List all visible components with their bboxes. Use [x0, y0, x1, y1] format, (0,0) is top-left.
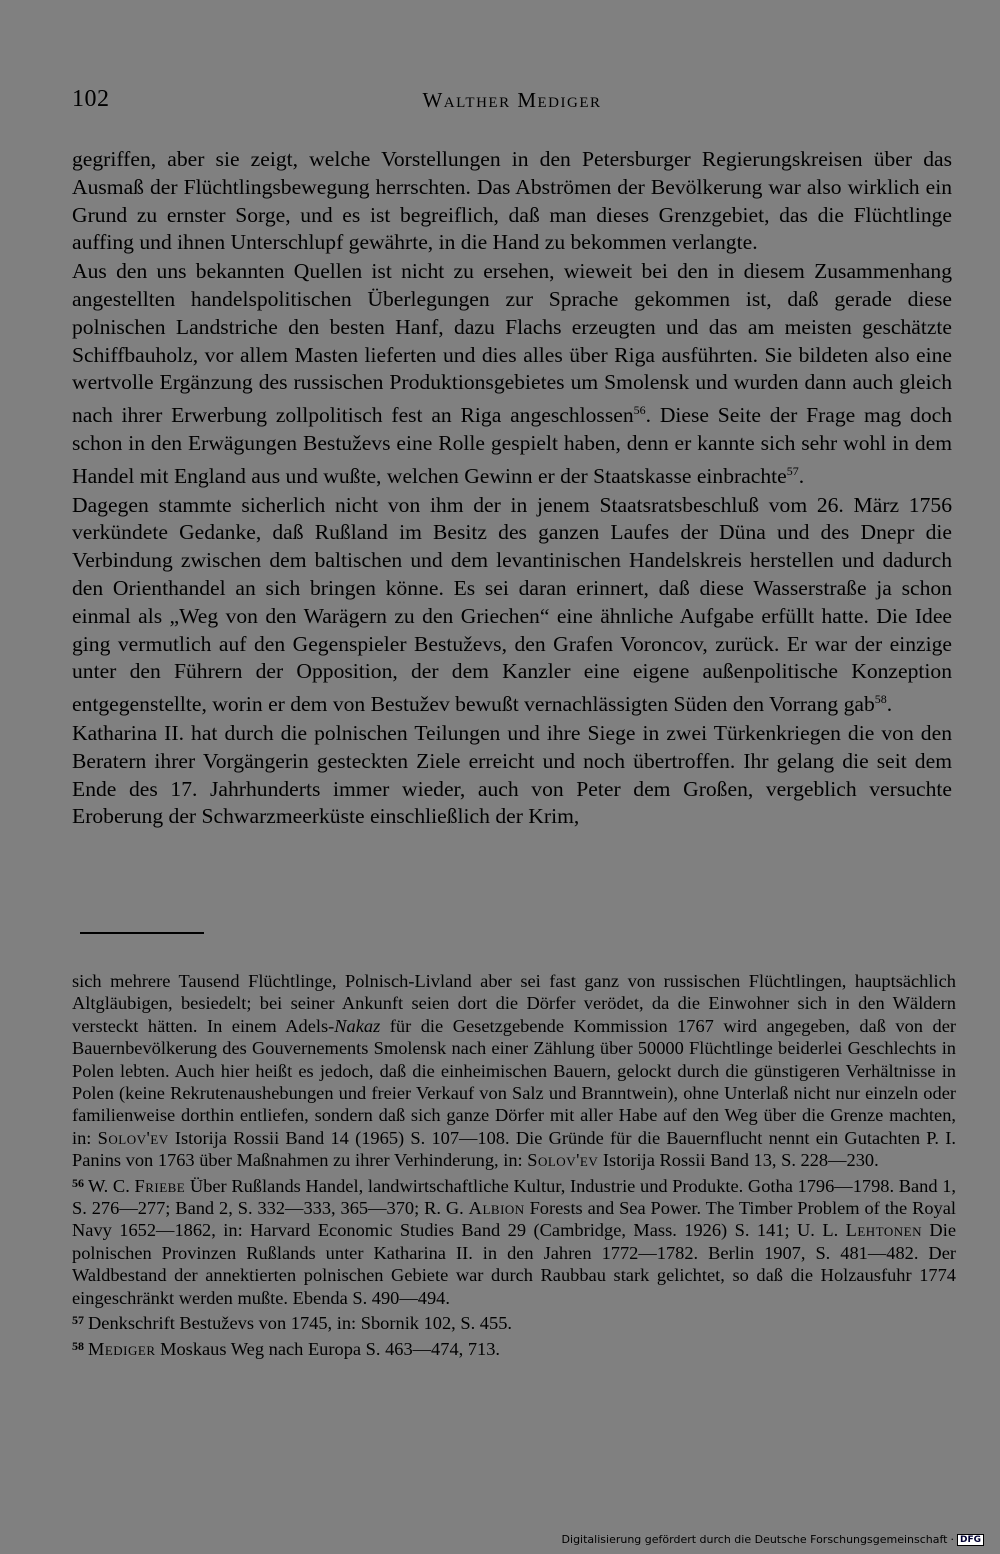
footnote-text: W. C.	[88, 1175, 135, 1196]
paragraph-text: Dagegen stammte sicherlich nicht von ihm der in jenem Staatsratsbeschluß vom 26. März 1756 verkündete Gedanke, daß Rußland im Besitz des ganzen Laufes der Düna und des Dnepr die Verbindung zwischen dem baltischen und dem levantinischen Handelskreis herstellen und dadurch den Orienthandel an sich bringen könne. Es sei daran erinnert, daß diese Wasserstraße ja schon einmal als „Weg von den Warägern zu den Griechen“ eine ähnliche Aufgabe erfüllt hatte. Die Idee ging vermutlich auf den Gegenspieler Bestuževs, den Grafen Voroncov, zurück. Er war der einzige unter den Führern der Opposition, der dem Kanzler eine eigene außenpolitische Konzeption entgegenstellte, worin er dem von Bestužev bewußt vernachlässigten Süden den Vorrang gab	[72, 492, 952, 717]
paragraph-text: . Diese Seite der Frage mag doch schon in den Erwägungen Bestuževs eine Rolle gespielt haben, denn er kannte sich sehr wohl in dem Handel mit England aus und wußte, welchen Gewinn er der Staatskasse einbrachte	[72, 403, 952, 488]
author-name: Solov'ev	[97, 1127, 169, 1148]
footnote-text: Denkschrift Bestuževs von 1745, in: Sbornik 102, S. 455.	[88, 1313, 512, 1334]
paragraph-text: .	[798, 463, 805, 488]
footnote-text: Istorija Rossii Band 14 (1965) S. 107—108. Die Gründe für die Bauernflucht nennt ein Gutachten P. I. Panins von 1763 über Maßnahmen zu ihrer Verhinderung, in:	[72, 1127, 956, 1171]
author-name: Friebe	[134, 1175, 186, 1196]
footnote-ref: 58	[874, 692, 887, 707]
footnote-continuation	[72, 970, 956, 1172]
paragraph: gegriffen, aber sie zeigt, welche Vorstellungen in den Petersburger Regierungskreisen über das Ausmaß der Flüchtlingsbewegung herrschten. Das Abströmen der Bevölkerung war also wirklich ein Grund zu ernster Sorge, und es ist begreiflich, daß man dieses Grenzgebiet, das die Flüchtlinge auffing und ihnen Unterschlupf gewährte, in die Hand zu bekommen verlangte.	[72, 147, 952, 255]
author-name: Solov'ev	[527, 1150, 599, 1171]
footnote-number: 58	[72, 1338, 84, 1353]
paragraph	[72, 258, 952, 490]
footnote-text: Moskaus Weg nach Europa S. 463—474, 713.	[155, 1338, 501, 1359]
paragraph-text: .	[886, 692, 893, 717]
author-name: Lehtonen	[845, 1220, 922, 1241]
running-head: Walther Mediger	[422, 88, 602, 112]
page-number: 102	[72, 86, 110, 112]
footnote-text: Forests and Sea Power. The Timber Problem of the Royal Navy 1652—1862, in: Harvard Economic Studies Band 29 (Cambridge, Mass. 1926) S. 141; U. L.	[72, 1198, 956, 1241]
page-header	[72, 86, 952, 120]
footnote-ref: 57	[786, 463, 799, 478]
dfg-logo: DFG	[957, 1534, 984, 1546]
digitization-text: Digitalisierung gefördert durch die Deutsche Forschungsgemeinschaft	[561, 1533, 948, 1546]
footnote-58	[72, 1335, 956, 1360]
footnote-text: Über Rußlands Handel, landwirtschaftliche Kultur, Industrie und Produkte. Gotha 1796—1798. Band 1, S. 276—277; Band 2, S. 332—333, 365—370; R. G.	[72, 1175, 957, 1219]
main-text	[72, 146, 952, 831]
author-name: Mediger	[88, 1338, 156, 1359]
footnotes	[72, 970, 956, 1360]
digitization-notice: Digitalisierung gefördert durch die Deutsche Forschungsgemeinschaft · DFG	[562, 1533, 984, 1546]
footnote-text: Istorija Rossii Band 13, S. 228—230.	[598, 1150, 879, 1171]
author-name: Albion	[468, 1198, 525, 1219]
footnote-separator	[80, 932, 204, 934]
footnote-ref: 56	[633, 403, 646, 418]
footnote-text: sich mehrere Tausend Flüchtlinge, Polnisch-Livland aber sei fast ganz von russischen Flüchtlingen, hauptsächlich Altgläubigen, besiedelt; bei seiner Ankunft seien dort die Dörfer verödet, da die Einwohner sich in den Wäldern versteckt hätten. In einem Adels-	[72, 971, 956, 1036]
footnote-number: 56	[72, 1175, 84, 1190]
paragraph	[72, 492, 952, 719]
footnote-57	[72, 1309, 956, 1334]
paragraph-text: Aus den uns bekannten Quellen ist nicht zu ersehen, wieweit bei den in diesem Zusammenhang angestellten handelspolitischen Überlegungen zur Sprache gekommen ist, daß gerade diese polnischen Landstriche den besten Hanf, dazu Flachs erzeugten und das am meisten geschätzte Schiffbauholz, vor allem Masten lieferten und dies alles über Riga ausführten. Sie bildeten also eine wertvolle Ergänzung des russischen Produktionsgebietes um Smolensk und wurden dann auch gleich nach ihrer Erwerbung zollpolitisch fest an Riga angeschlossen	[72, 259, 952, 428]
footnote-text: für die Gesetzgebende Kommission 1767 wird angegeben, daß von der Bauernbevölkerung des Gouvernements Smolensk nach einer Zählung über 50000 Flüchtlinge beiderlei Geschlechts in Polen lebten. Auch hier heißt es jedoch, daß die einheimischen Bauern, gelockt durch die günstigeren Verhältnisse in Polen (keine Rekrutenaushebungen und freier Verkauf von Salz und Branntwein), ohne Unterlaß nicht nur einzeln oder familienweise dorthin entliefen, sondern daß sich ganze Dörfer mit aller Habe auf den Weg über die Grenze machten, in:	[72, 1015, 956, 1148]
footnote-number: 57	[72, 1313, 84, 1328]
footnote-56	[72, 1172, 956, 1309]
footnote-text: Die polnischen Provinzen Rußlands unter Katharina II. in den Jahren 1772—1782. Berlin 1907, S. 481—482. Der Waldbestand der annektierten polnischen Gebiete war durch Raubbau stark gelichtet, so daß die Holzausfuhr 1774 eingeschränkt werden mußte. Ebenda S. 490—494.	[72, 1220, 956, 1308]
paragraph: Katharina II. hat durch die polnischen Teilungen und ihre Siege in zwei Türkenkriegen die von den Beratern ihrer Vorgängerin gesteckten Ziele erreicht und noch übertroffen. Ihr gelang die seit dem Ende des 17. Jahrhunderts immer wieder, auch von Peter dem Großen, vergeblich versuchte Eroberung der Schwarzmeerküste einschließlich der Krim,	[72, 720, 952, 829]
footnote-italic: Nakaz	[334, 1015, 381, 1036]
